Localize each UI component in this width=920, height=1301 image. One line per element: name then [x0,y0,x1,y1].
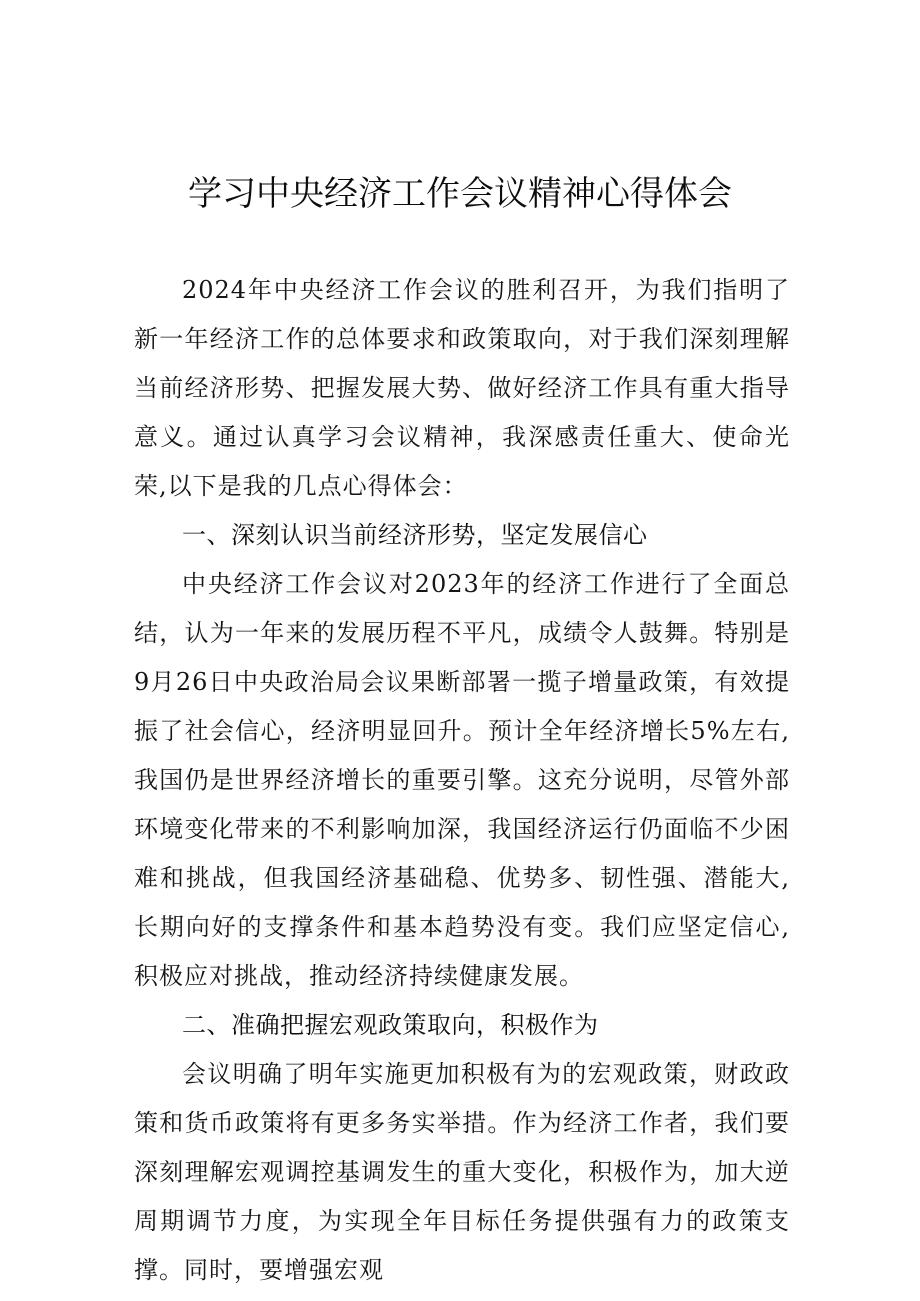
document-body [134,266,790,1295]
section-heading-2: 二、准确把握宏观政策取向，积极作为 [182,1011,599,1039]
document-title: 学习中央经济工作会议精神心得体会 [188,174,732,214]
intro-paragraph: 2024年中央经济工作会议的胜利召开，为我们指明了新一年经济工作的总体要求和政策取向，对于我们深刻理解当前经济形势、把握发展大势、做好经济工作具有重大指导意义。通过认真学习会议精神，我深感责任重大、使命光荣,以下是我的几点心得体会： [134,276,790,500]
section-heading-1: 一、深刻认识当前经济形势，坚定发展信心 [182,521,648,549]
section-2-paragraph: 会议明确了明年实施更加积极有为的宏观政策，财政政策和货币政策将有更多务实举措。作为经济工作者，我们要深刻理解宏观调控基调发生的重大变化，积极作为，加大逆周期调节力度，为实现全年目标任务提供强有力的政策支撑。同时，要增强宏观 [134,1060,790,1284]
section-1-paragraph: 中央经济工作会议对2023年的经济工作进行了全面总结，认为一年来的发展历程不平凡，成绩令人鼓舞。特别是9月26日中央政治局会议果断部署一揽子增量政策，有效提振了社会信心，经济明显回升。预计全年经济增长5%左右,我国仍是世界经济增长的重要引擎。这充分说明，尽管外部环境变化带来的不利影响加深，我国经济运行仍面临不少困难和挑战，但我国经济基础稳、优势多、韧性强、潜能大,长期向好的支撑条件和基本趋势没有变。我们应坚定信心,积极应对挑战，推动经济持续健康发展。 [134,570,790,990]
